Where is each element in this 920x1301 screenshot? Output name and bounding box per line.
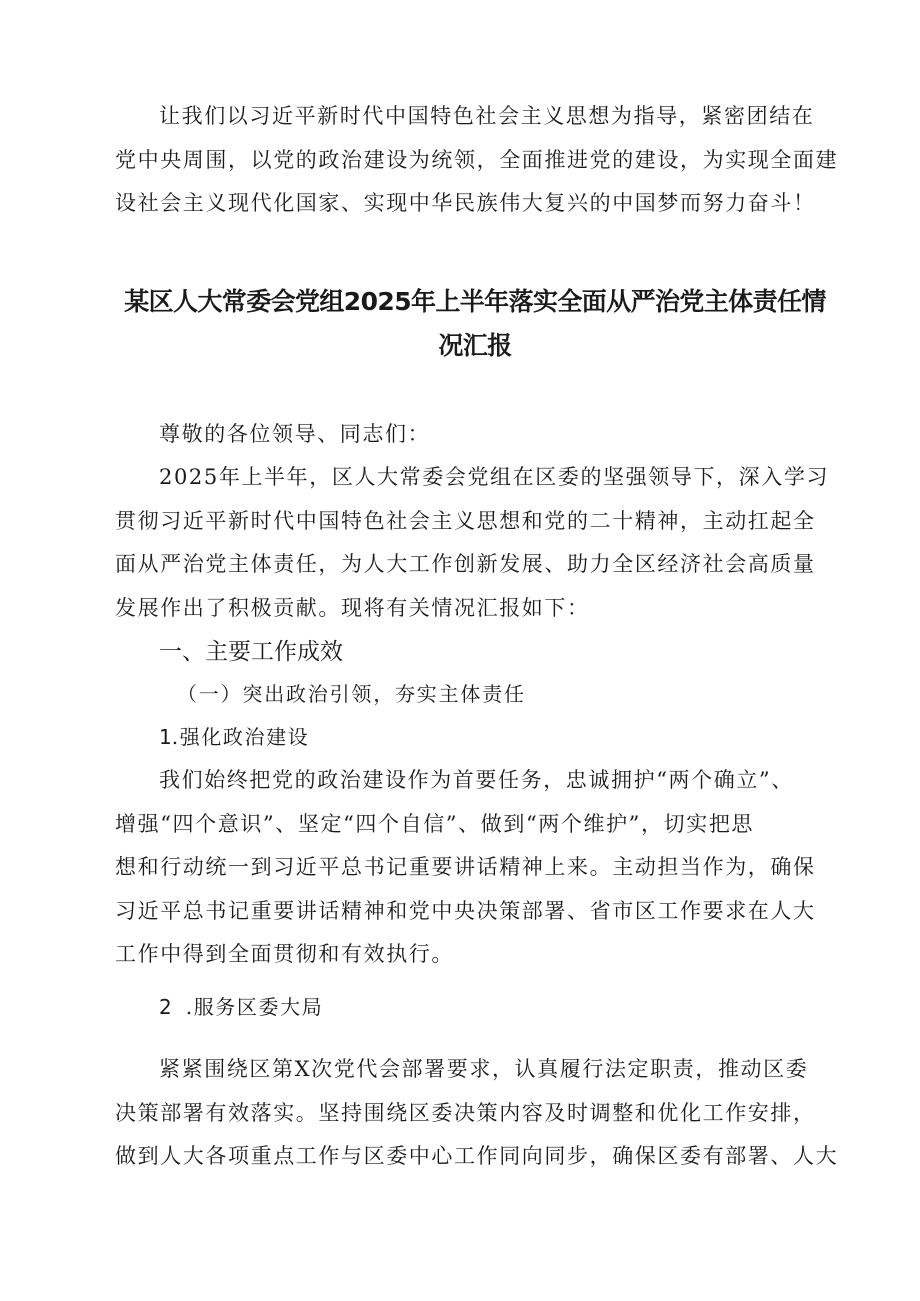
opening-line-3: 面从严治党主体责任，为人大工作创新发展、助力全区经济社会高质量: [115, 552, 816, 576]
political-building-line-4: 习近平总书记重要讲话精神和党中央决策部署、省市区工作要求在人大: [115, 898, 816, 923]
serve-overall-paragraph: [115, 1048, 839, 1179]
subsection-heading-political-leadership: （一）突出政治引领，夯实主体责任: [177, 682, 526, 706]
serve-overall-line-2: 决策部署有效落实。坚持围绕区委决策内容及时调整和优化工作安排，: [115, 1100, 816, 1125]
political-building-line-5: 工作中得到全面贯彻和有效执行。: [115, 942, 454, 966]
political-building-line-2: 增强“四个意识”、坚定“四个自信”、做到“两个维护”，切实把思: [115, 811, 755, 836]
report-title-line-2: 况汇报: [438, 331, 512, 360]
item-title: .服务区委大局: [185, 995, 324, 1019]
report-title: [115, 280, 835, 368]
intro-line-3: 设社会主义现代化国家、实现中华民族伟大复兴的中国梦而努力奋斗！: [115, 191, 816, 215]
item-number: 1: [159, 725, 172, 749]
intro-paragraph: [115, 95, 839, 226]
opening-line-4: 发展作出了积极贡献。现将有关情况汇报如下：: [115, 595, 590, 620]
item-number: 2: [159, 995, 172, 1019]
report-title-line-1: 某区人大常委会党组2025年上半年落实全面从严治党主体责任情: [124, 287, 826, 316]
salutation: [115, 413, 835, 457]
item-heading-political-building: [159, 717, 309, 757]
section-heading-main-results: 一、主要工作成效: [159, 639, 343, 665]
salutation-text: 尊敬的各位领导、同志们：: [159, 422, 431, 446]
political-building-line-1: 我们始终把党的政治建设作为首要任务，忠诚拥护“两个确立”、: [159, 768, 794, 792]
opening-line-1: 2025年上半年，区人大常委会党组在区委的坚强领导下，深入学习: [159, 465, 830, 489]
serve-overall-line-1: 紧紧围绕区第X次党代会部署要求，认真履行法定职责，推动区委: [159, 1057, 809, 1081]
opening-line-2: 贯彻习近平新时代中国特色社会主义思想和党的二十精神，主动扛起全: [115, 508, 816, 533]
political-building-paragraph: [115, 759, 835, 977]
intro-line-2: 党中央周围，以党的政治建设为统领，全面推进党的建设，为实现全面建: [115, 147, 839, 172]
item-title: .强化政治建设: [171, 725, 310, 749]
item-heading-serve-overall: [159, 987, 323, 1027]
opening-paragraph: [115, 456, 835, 630]
intro-line-1: 让我们以习近平新时代中国特色社会主义思想为指导，紧密团结在: [159, 104, 815, 128]
serve-overall-line-3: 做到人大各项重点工作与区委中心工作同向同步，确保区委有部署、人大: [115, 1144, 839, 1168]
political-building-line-3: 想和行动统一到习近平总书记重要讲话精神上来。主动担当作为，确保: [115, 855, 816, 879]
